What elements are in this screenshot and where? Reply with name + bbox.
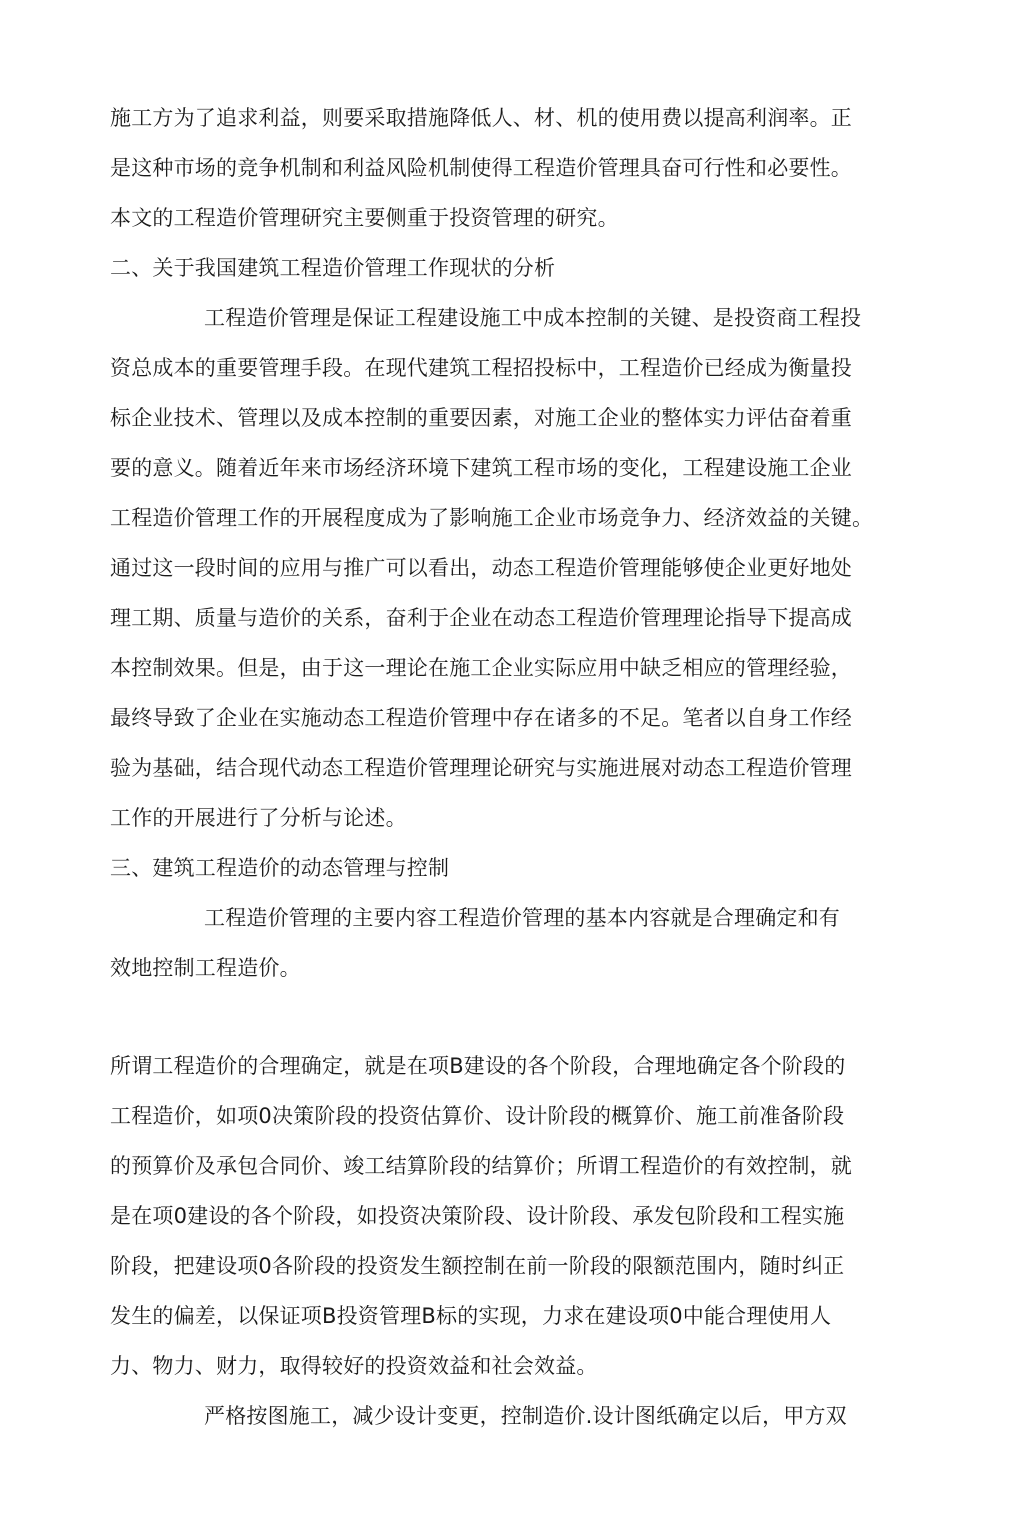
text-line: 力、物力、财力，取得较好的投资效益和社会效益。 [110,1354,598,1378]
section-heading: 二、关于我国建筑工程造价管理工作现状的分析 [110,256,556,280]
section-heading: 三、建筑工程造价的动态管理与控制 [110,856,450,880]
text-line: 最终导致了企业在实施动态工程造价管理中存在诸多的不足。笔者以自身工作经 [110,706,852,730]
text-line: 理工期、质量与造价的关系，奋利于企业在动态工程造价管理理论指导下提高成 [110,606,852,630]
text-line: 工程造价管理是保证工程建设施工中成本控制的关键、是投资商工程投 [204,306,862,330]
text-line: 发生的偏差，以保证项B投资管理B标的实现，力求在建设项0中能合理使用人 [110,1304,832,1328]
text-line: 的预算价及承包合同价、竣工结算阶段的结算价；所谓工程造价的有效控制，就 [110,1154,852,1178]
text-line: 工程造价管理工作的开展程度成为了影响施工企业市场竞争力、经济效益的关键。 [110,506,874,530]
text-line: 严格按图施工，减少设计变更，控制造价.设计图纸确定以后，甲方双 [204,1404,847,1428]
text-line: 是在项0建设的各个阶段，如投资决策阶段、设计阶段、承发包阶段和工程实施 [110,1204,845,1228]
text-line: 施工方为了追求利益，则要采取措施降低人、材、机的使用费以提高利润率。正 [110,106,852,130]
text-line: 工程造价管理的主要内容工程造价管理的基本内容就是合理确定和有 [204,906,840,930]
text-line: 本文的工程造价管理研究主要侧重于投资管理的研究。 [110,206,619,230]
text-line: 标企业技术、管理以及成本控制的重要因素，对施工企业的整体实力评估奋着重 [110,406,852,430]
text-line: 本控制效果。但是，由于这一理论在施工企业实际应用中缺乏相应的管理经验， [110,656,852,680]
text-line: 工程造价，如项0决策阶段的投资估算价、设计阶段的概算价、施工前准备阶段 [110,1104,845,1128]
text-line: 阶段，把建设项0各阶段的投资发生额控制在前一阶段的限额范围内，随时纠正 [110,1254,845,1278]
text-line: 工作的开展进行了分析与论述。 [110,806,407,830]
text-line: 要的意义。随着近年来市场经济环境下建筑工程市场的变化，工程建设施工企业 [110,456,852,480]
text-line: 验为基础，结合现代动态工程造价管理理论研究与实施进展对动态工程造价管理 [110,756,852,780]
text-line: 通过这一段时间的应用与推广可以看出，动态工程造价管理能够使企业更好地处 [110,556,852,580]
text-line: 所谓工程造价的合理确定，就是在项B建设的各个阶段，合理地确定各个阶段的 [110,1054,846,1078]
text-line: 资总成本的重要管理手段。在现代建筑工程招投标中，工程造价已经成为衡量投 [110,356,852,380]
text-line: 效地控制工程造价。 [110,956,301,980]
text-line: 是这种市场的竞争机制和利益风险机制使得工程造价管理具奋可行性和必要性。 [110,156,852,180]
